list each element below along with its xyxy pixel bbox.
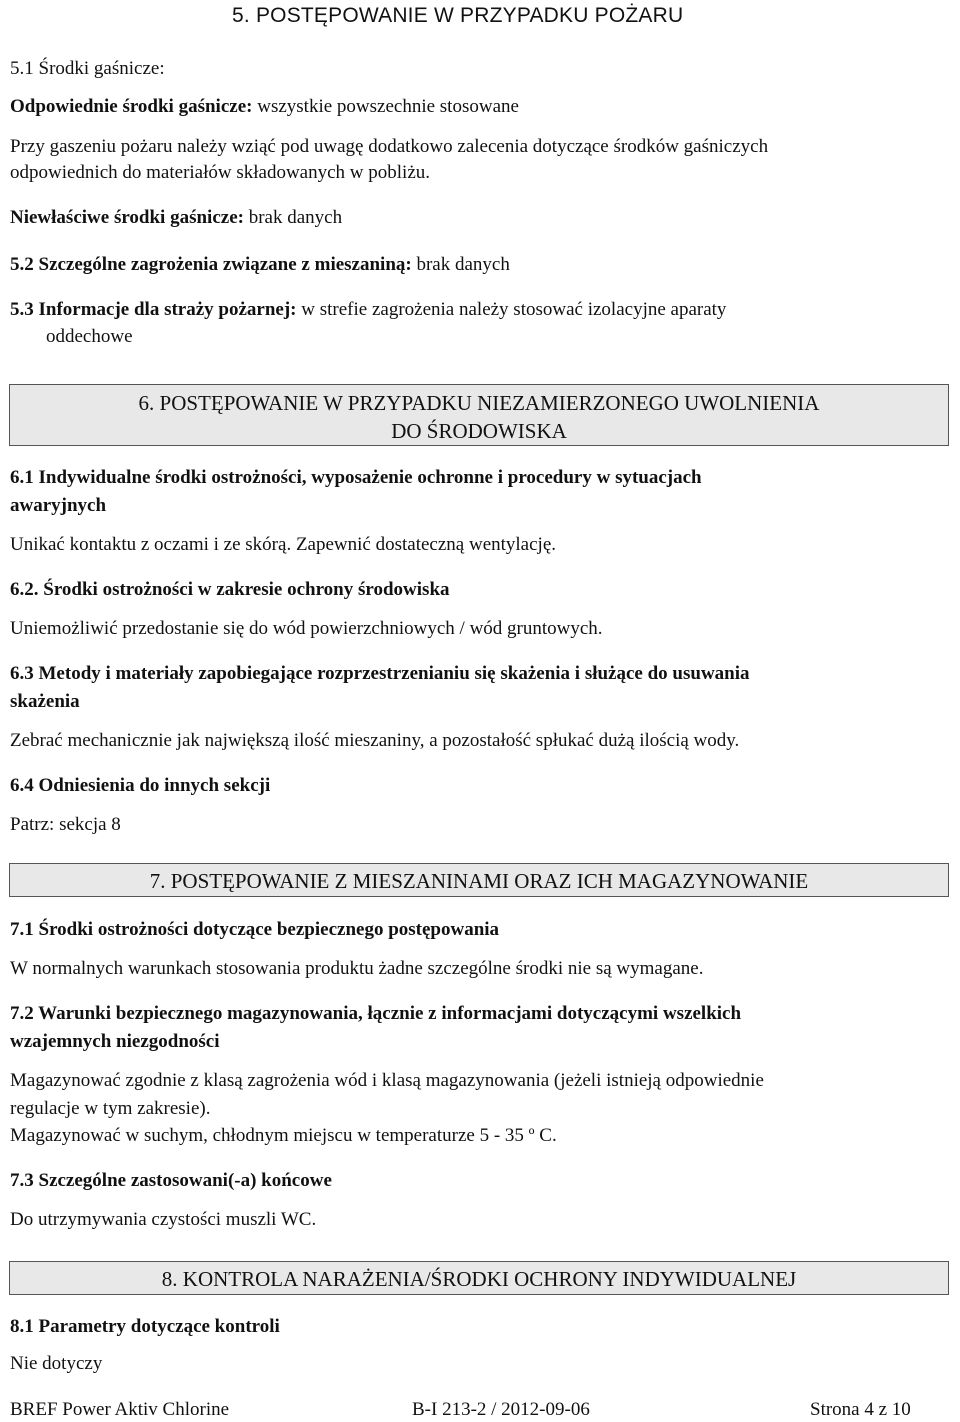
- section-7-1-text: W normalnych warunkach stosowania produktu żadne szczególne środki nie są wymagane.: [10, 958, 704, 979]
- section-5-3-value: w strefie zagrożenia należy stosować izolacyjne aparaty: [301, 299, 727, 320]
- section-6-title-line-2: DO ŚRODOWISKA: [391, 419, 567, 443]
- unsuitable-agents-label: Niewłaściwe środki gaśnicze:: [10, 207, 244, 228]
- section-6-3-heading-line-1: 6.3 Metody i materiały zapobiegające rozprzestrzenianiu się skażenia i służące do usuwania: [10, 663, 750, 684]
- section-5-2-value: brak danych: [416, 254, 510, 275]
- section-5-title: 5. POSTĘPOWANIE W PRZYPADKU POŻARU: [232, 4, 684, 27]
- section-7-3-text: Do utrzymywania czystości muszli WC.: [10, 1209, 317, 1230]
- section-7-3-heading: 7.3 Szczególne zastosowani(-a) końcowe: [10, 1170, 332, 1191]
- section-7-2-heading-line-2: wzajemnych niezgodności: [10, 1031, 220, 1052]
- section-6-1-heading-line-1: 6.1 Indywidualne środki ostrożności, wyposażenie ochronne i procedury w sytuacjach: [10, 467, 702, 488]
- section-8-header-box: [9, 1261, 949, 1295]
- section-6-2-heading: 6.2. Środki ostrożności w zakresie ochrony środowiska: [10, 579, 450, 600]
- section-7-2-text-line-2: regulacje w tym zakresie).: [10, 1098, 211, 1119]
- footer-page-number: Strona 4 z 10: [810, 1399, 911, 1420]
- section-5-3-label: 5.3 Informacje dla straży pożarnej:: [10, 299, 297, 320]
- section-8-title: 8. KONTROLA NARAŻENIA/ŚRODKI OCHRONY INDYWIDUALNEJ: [161, 1267, 797, 1291]
- section-6-title-line-1: 6. POSTĘPOWANIE W PRZYPADKU NIEZAMIERZONEGO UWOLNIENIA: [138, 391, 820, 415]
- section-6-2-text: Uniemożliwić przedostanie się do wód powierzchniowych / wód gruntowych.: [10, 618, 603, 639]
- section-5-1-heading: 5.1 Środki gaśnicze:: [10, 58, 165, 79]
- section-7-header-box: [9, 863, 949, 897]
- section-6-3-text: Zebrać mechanicznie jak największą ilość mieszaniny, a pozostałość spłukać dużą ilością wody.: [10, 730, 740, 751]
- section-5-3-line-1: [10, 296, 726, 324]
- section-7-2-text-line-3: Magazynować w suchym, chłodnym miejscu w temperaturze 5 - 35 º C.: [10, 1125, 557, 1146]
- suitable-agents-label: Odpowiednie środki gaśnicze:: [10, 96, 253, 117]
- section-5-3-line-2: oddechowe: [46, 326, 133, 347]
- extinguishing-note-line-2: odpowiednich do materiałów składowanych w pobliżu.: [10, 162, 431, 183]
- section-7-2-heading-line-1: 7.2 Warunki bezpiecznego magazynowania, łącznie z informacjami dotyczącymi wszelkich: [10, 1003, 742, 1024]
- unsuitable-agents-value: brak danych: [248, 207, 343, 228]
- extinguishing-note-line-1: Przy gaszeniu pożaru należy wziąć pod uwagę dodatkowo zalecenia dotyczące środków gaśniczych: [10, 136, 769, 157]
- section-6-4-text: Patrz: sekcja 8: [10, 814, 121, 835]
- unsuitable-agents-line: [10, 204, 342, 232]
- section-6-3-heading-line-2: skażenia: [10, 691, 80, 712]
- section-6-1-heading-line-2: awaryjnych: [10, 495, 107, 516]
- section-8-1-heading: 8.1 Parametry dotyczące kontroli: [10, 1316, 280, 1337]
- suitable-agents-value: wszystkie powszechnie stosowane: [257, 96, 519, 117]
- section-7-title: 7. POSTĘPOWANIE Z MIESZANINAMI ORAZ ICH MAGAZYNOWANIE: [149, 869, 809, 893]
- section-5-2-label: 5.2 Szczególne zagrożenia związane z mieszaniną:: [10, 254, 412, 275]
- footer-product-name: BREF Power Aktiv Chlorine: [10, 1399, 230, 1420]
- section-7-2-text-line-1: Magazynować zgodnie z klasą zagrożenia wód i klasą magazynowania (jeżeli istnieją odpowiednie: [10, 1070, 764, 1091]
- suitable-agents-line: [10, 93, 519, 121]
- section-6-4-heading: 6.4 Odniesienia do innych sekcji: [10, 775, 271, 796]
- footer-document-code: B-I 213-2 / 2012-09-06: [412, 1399, 590, 1420]
- section-7-1-heading: 7.1 Środki ostrożności dotyczące bezpiecznego postępowania: [10, 919, 500, 940]
- section-6-header-box: [9, 384, 949, 446]
- section-5-2-line: [10, 251, 510, 279]
- section-8-1-text: Nie dotyczy: [10, 1353, 103, 1374]
- section-6-1-text: Unikać kontaktu z oczami i ze skórą. Zapewnić dostateczną wentylację.: [10, 534, 557, 555]
